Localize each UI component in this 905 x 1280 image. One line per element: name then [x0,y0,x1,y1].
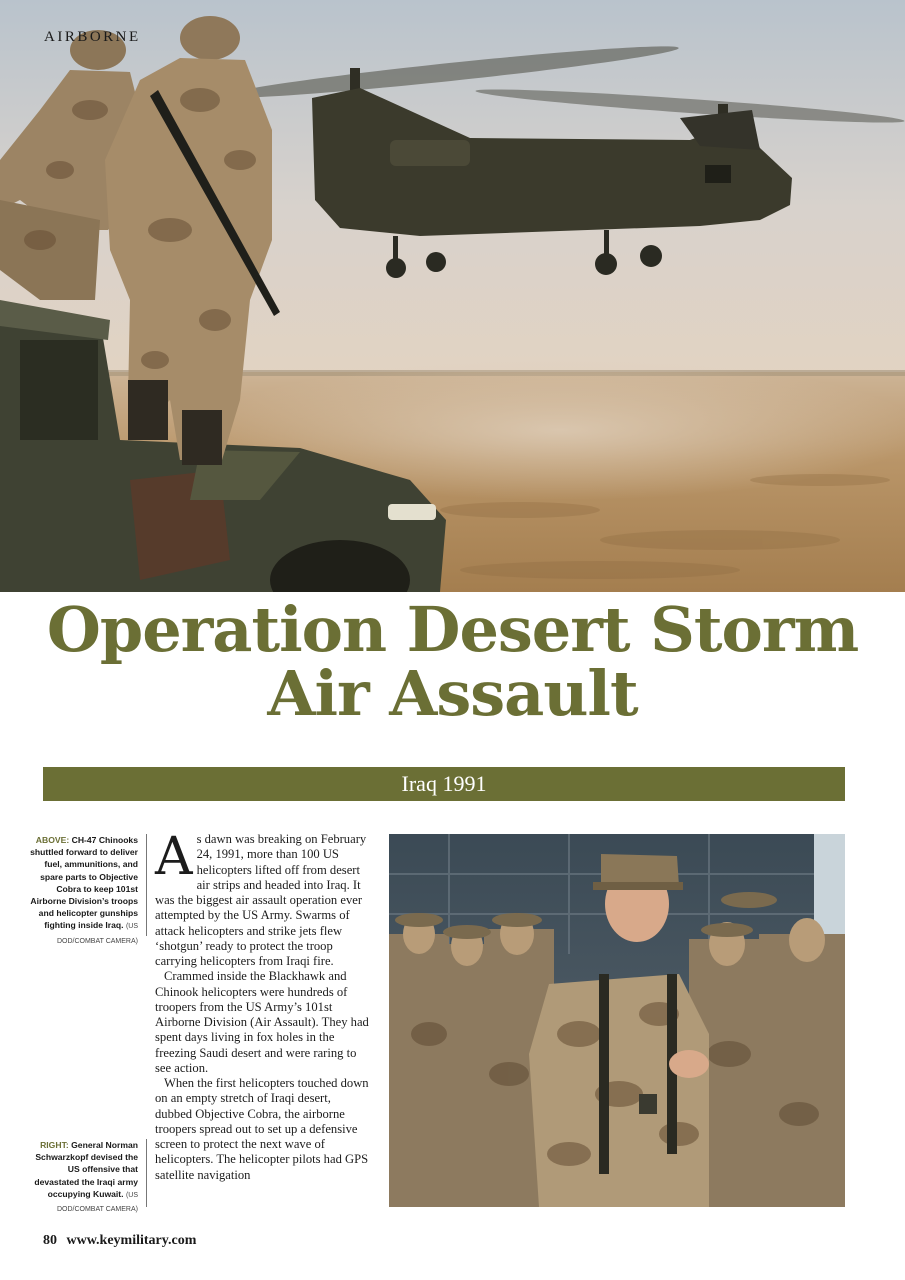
paragraph-3: When the first helicopters touched down on an empty stretch of Iraqi desert, dubbed Objective Cobra, the airborne troopers spread out to set up a defensive screen to protect the next wave of helicopters. The helicopter pilots had GPS satellite navigation [155,1076,369,1182]
paragraph-2: Crammed inside the Blackhawk and Chinook helicopters were hundreds of troopers from the US Army’s 101st Airborne Division (Air Assault). They had spent days living in fox holes in the freezing Saudi desert and were raring to see action. [155,969,369,1075]
title-line-2: Air Assault [267,657,638,730]
subtitle-banner: Iraq 1991 [43,767,845,801]
page-footer [43,1233,196,1249]
caption-above [30,834,138,948]
caption-right-text: General Norman Schwarzkopf devised the US offensive that devastated the Iraqi army occupying Kuwait. [34,1140,138,1199]
hero-photo-chinook-soldiers [0,0,905,592]
paragraph-1-text: s dawn was breaking on February 24, 1991, more than 100 US helicopters lifted off from desert air strips and headed into Iraq. It was the biggest air assault operation ever attempted by the US Army. Swarms of attack helicopters and strike jets flew ‘shotgun’ ready to protect the troop carrying helicopters from Iraqi fire. [155,832,367,968]
caption-right-credit: (US DOD/COMBAT CAMERA) [56,1191,138,1214]
caption-right [30,1139,138,1216]
section-label: AIRBORNE [44,29,141,45]
article-title [0,593,905,730]
caption-rule-above [146,834,147,936]
page-number: 80 [43,1233,57,1248]
caption-above-lead: ABOVE: [35,835,70,845]
title-line-1: Operation Desert Storm [46,593,859,666]
article-body [155,827,370,1183]
caption-rule-right [146,1139,147,1207]
footer-url: www.keymilitary.com [66,1233,197,1248]
caption-above-credit: (US DOD/COMBAT CAMERA) [56,923,138,945]
paragraph-1 [155,827,370,969]
caption-right-lead: RIGHT: [40,1140,69,1150]
dropcap: A [155,827,193,887]
photo-schwarzkopf-troops [389,834,845,1207]
caption-above-text: CH-47 Chinooks shuttled forward to deliver fuel, ammunitions, and spare parts to Objective Cobra to keep 101st Airborne Division’s troops and helicopter gunships fighting inside Iraq. [30,835,138,931]
